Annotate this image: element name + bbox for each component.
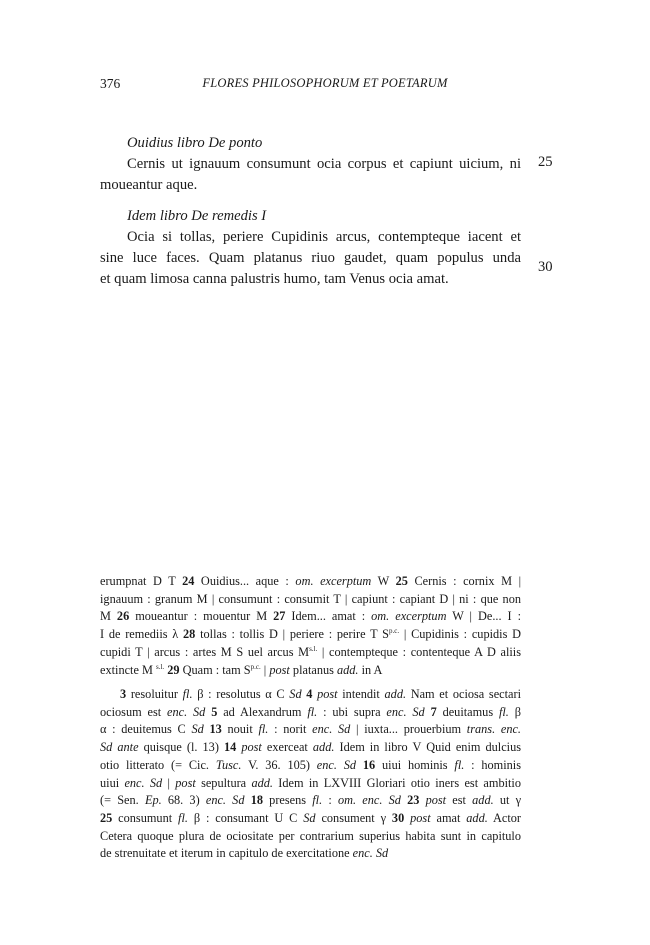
apparatus-line: M 26 moueantur : mouentur M 27 Idem... amat : om. excerptum W | De... I : xyxy=(100,609,522,624)
verse-line: et quam limosa canna palustris humo, tam Venus ocia amat. xyxy=(100,271,449,287)
verse-line: moueantur aque. xyxy=(100,177,198,193)
apparatus-line: extincte M $^{s.l.}$ 29 Quam : tam $S^{p.c.}$ | post platanus add. in A xyxy=(100,662,383,677)
line-number: 25 xyxy=(538,154,553,170)
notes-line: otio litterato (= Cic. Tusc. V. 36. 105) enc. Sd 16 uiui hominis fl. : hominis xyxy=(100,757,522,772)
notes-line: uiui enc. Sd | post sepultura add. Idem in LXVIII Gloriari otio iners est ambitio xyxy=(100,775,521,790)
apparatus-line: I de remediis λ 28 tollas : tollis D | periere : perire T $S^{p.c.}$ | Cupidinis : cupidis D xyxy=(100,627,521,642)
verse-line: Cernis ut ignauum consumunt ocia corpus et capiunt uicium, ni xyxy=(127,156,521,172)
notes-line: 25 consumunt fl. β : consumant U C Sd consument γ 30 post amat add. Actor xyxy=(100,810,521,825)
verse-line: Ocia si tollas, periere Cupidinis arcus, contempteque iacent et xyxy=(127,229,521,245)
apparatus-line: erumpnat D T 24 Ouidius... aque : om. excerptum W 25 Cernis : cornix M | xyxy=(100,574,522,588)
source-heading: Ouidius libro De ponto xyxy=(127,135,263,151)
source-block-1 xyxy=(100,133,521,196)
notes-line: 3 resoluitur fl. β : resolutus α C Sd 4 post intendit add. Nam et ociosa sectari xyxy=(120,687,522,701)
notes-line: α : deuitemus C Sd 13 nouit fl. : norit enc. Sd | iuxta... prouerbium trans. enc. xyxy=(100,722,522,737)
critical-apparatus xyxy=(100,573,521,679)
running-title: FLORES PHILOSOPHORUM ET POETARUM xyxy=(202,76,448,90)
apparatus-line: cupidi T | arcus : artes M S uel arcus $M^{s.l.}$ | contempteque : contenteque A D aliis xyxy=(100,644,521,659)
verse-line: sine luce faces. Quam platanus riuo gaudet, quam populus unda xyxy=(100,250,521,266)
notes-line: de strenuitate et iterum in capitulo de exercitatione enc. Sd xyxy=(100,846,389,861)
page-number: 376 xyxy=(100,76,121,91)
line-number: 30 xyxy=(538,259,553,275)
notes-line: Cetera quoque plura de ociositate per contrarium superius habita sunt in capitulo xyxy=(100,828,521,843)
notes-line: Sd ante quisque (l. 13) 14 post exerceat add. Idem in libro V Quid enim dulcius xyxy=(100,740,522,755)
source-notes xyxy=(100,686,521,863)
notes-line: (= Sen. Ep. 68. 3) enc. Sd 18 presens fl. : om. enc. Sd 23 post est add. ut γ xyxy=(100,793,522,808)
main-text xyxy=(100,133,521,300)
source-heading: Idem libro De remedis I xyxy=(127,208,267,224)
notes-line: ociosum est enc. Sd 5 ad Alexandrum fl. : ubi supra enc. Sd 7 deuitamus fl. β xyxy=(100,704,521,719)
apparatus-line: ignauum : granum M | consumunt : consumit T | capiunt : capiant D | ni : que non xyxy=(100,591,521,606)
source-block-2 xyxy=(100,206,521,290)
